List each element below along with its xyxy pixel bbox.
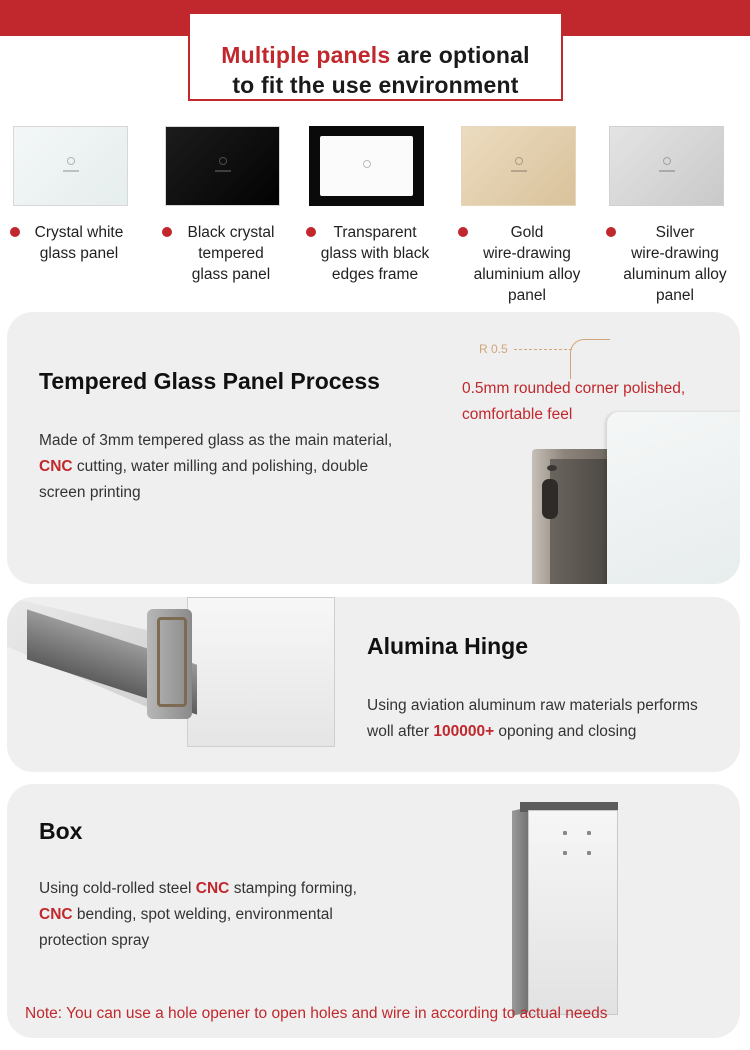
panel-label bbox=[296, 222, 446, 285]
bullet-dot-icon bbox=[162, 227, 172, 237]
tempered-body-line-2: cutting, water milling and polishing, double bbox=[72, 458, 369, 475]
tempered-glass-title: Tempered Glass Panel Process bbox=[39, 368, 380, 394]
bullet-dot-icon bbox=[458, 227, 468, 237]
box-description bbox=[39, 876, 419, 954]
mounting-hole-icon bbox=[587, 851, 591, 855]
latch-icon bbox=[542, 479, 558, 519]
panel-label bbox=[448, 222, 598, 306]
box-body-line-1a: Using cold-rolled steel bbox=[39, 880, 196, 897]
hinge-image bbox=[7, 597, 332, 772]
panel-logo-icon bbox=[515, 157, 523, 165]
tempered-body-line-3: screen printing bbox=[39, 484, 141, 501]
hinge-body-line-2a: woll after bbox=[367, 723, 434, 740]
panel-brand-mark bbox=[659, 170, 675, 172]
panel-label bbox=[152, 222, 302, 285]
alumina-hinge-card bbox=[7, 597, 740, 772]
panel-label-text: Black crystal tempered glass panel bbox=[187, 224, 275, 283]
tempered-glass-card bbox=[7, 312, 740, 584]
transparent-frame-panel-image bbox=[309, 126, 424, 206]
radius-label: R 0.5 bbox=[479, 342, 508, 356]
panel-label-text: Gold wire-drawing aluminium alloy panel bbox=[473, 224, 581, 304]
panel-logo-icon bbox=[363, 160, 371, 168]
panel-label-text: Crystal white glass panel bbox=[34, 224, 124, 262]
panel-logo-icon bbox=[67, 157, 75, 165]
gold-panel-image bbox=[461, 126, 576, 206]
panel-brand-mark bbox=[215, 170, 231, 172]
hinge-bracket bbox=[157, 617, 187, 707]
hinge-description bbox=[367, 693, 737, 745]
box-title: Box bbox=[39, 818, 83, 844]
box-body-line-2b: bending, spot welding, environmental bbox=[72, 906, 333, 923]
title-rest: are optional bbox=[390, 42, 530, 68]
mounting-hole-icon bbox=[563, 851, 567, 855]
sensor-icon bbox=[547, 465, 557, 471]
panel-label-text: Transparent glass with black edges frame bbox=[320, 224, 430, 283]
hinge-body-line-1: Using aviation aluminum raw materials performs bbox=[367, 697, 698, 714]
title-line-1 bbox=[190, 40, 561, 70]
box-card bbox=[7, 784, 740, 1038]
panel-brand-mark bbox=[511, 170, 527, 172]
panel-label bbox=[0, 222, 150, 264]
mounting-hole-icon bbox=[563, 831, 567, 835]
panel-logo-icon bbox=[219, 157, 227, 165]
box-front bbox=[528, 810, 618, 1015]
panel-label bbox=[596, 222, 746, 306]
glass-panel-closeup-image bbox=[607, 412, 740, 584]
hinge-body-line-2b: oponing and closing bbox=[494, 723, 637, 740]
footer-note: Note: You can use a hole opener to open holes and wire in according to actual needs bbox=[25, 1005, 608, 1022]
panel-label-text: Silver wire-drawing aluminum alloy panel bbox=[623, 224, 727, 304]
panel-logo-icon bbox=[663, 157, 671, 165]
black-crystal-panel-image bbox=[165, 126, 280, 206]
mounting-hole-icon bbox=[587, 831, 591, 835]
silver-panel-image bbox=[609, 126, 724, 206]
hinge-glass-plate bbox=[187, 597, 335, 747]
panel-brand-mark bbox=[63, 170, 79, 172]
rounded-note-line-1: 0.5mm rounded corner polished, bbox=[462, 380, 686, 397]
tempered-glass-description bbox=[39, 428, 439, 506]
title-box bbox=[188, 12, 563, 101]
cnc-highlight: CNC bbox=[39, 458, 73, 475]
bullet-dot-icon bbox=[306, 227, 316, 237]
bullet-dot-icon bbox=[10, 227, 20, 237]
rounded-note-line-2: comfortable feel bbox=[462, 406, 573, 423]
title-highlight: Multiple panels bbox=[221, 42, 391, 68]
hinge-title: Alumina Hinge bbox=[367, 633, 529, 659]
cnc-highlight: CNC bbox=[39, 906, 73, 923]
bullet-dot-icon bbox=[606, 227, 616, 237]
box-body-line-1b: stamping forming, bbox=[229, 880, 357, 897]
tempered-body-line-1: Made of 3mm tempered glass as the main material, bbox=[39, 432, 393, 449]
steel-box-image bbox=[502, 802, 652, 1017]
box-interior bbox=[550, 459, 612, 584]
crystal-white-panel-image bbox=[13, 126, 128, 206]
radius-leader-line bbox=[514, 349, 572, 350]
cycle-count-highlight: 100000+ bbox=[433, 723, 495, 740]
radius-corner-icon bbox=[570, 339, 610, 379]
title-line-2: to fit the use environment bbox=[232, 72, 519, 98]
switch-box-cutaway-image bbox=[532, 449, 612, 584]
box-body-line-3: protection spray bbox=[39, 932, 150, 949]
cnc-highlight: CNC bbox=[195, 880, 230, 897]
